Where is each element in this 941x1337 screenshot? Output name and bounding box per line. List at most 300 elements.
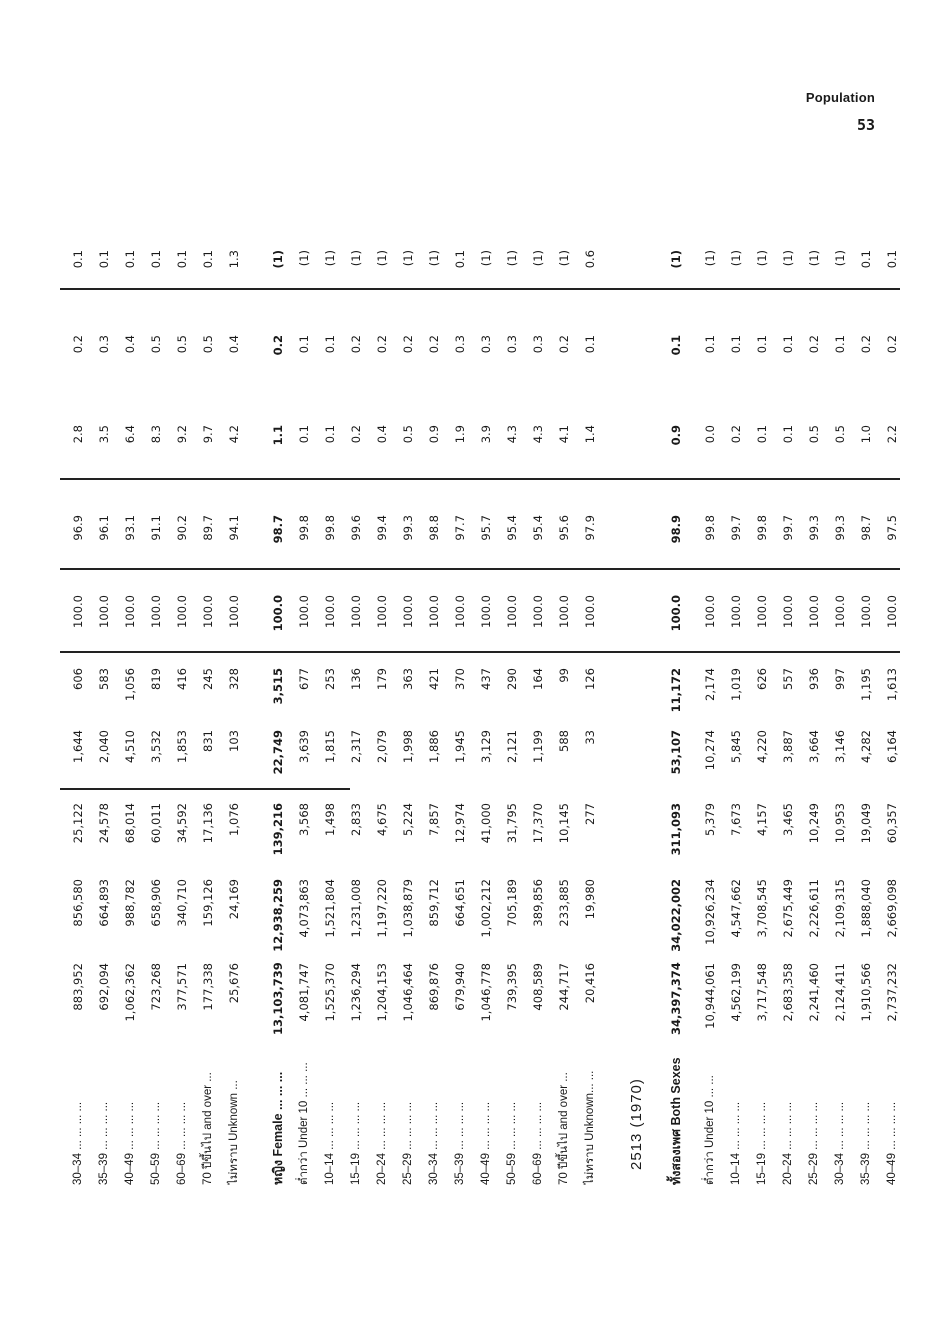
- cell-value: 2,675,449: [781, 879, 795, 938]
- table-row: [750, 155, 774, 1185]
- table-row: [854, 155, 878, 1185]
- cell-value: 0.2: [427, 335, 441, 354]
- cell-value: 340,710: [175, 879, 189, 927]
- cell-value: 126: [583, 668, 597, 690]
- row-label: 10–14 ... ... ... ...: [730, 1101, 742, 1185]
- cell-value: 34,022,002: [669, 879, 683, 952]
- cell-value: (1): [505, 250, 519, 267]
- cell-value: 0.1: [755, 335, 769, 354]
- cell-value: 0.1: [123, 250, 137, 269]
- cell-value: 96.9: [71, 515, 85, 541]
- cell-value: 0.1: [885, 250, 899, 269]
- cell-value: 3.5: [97, 425, 111, 444]
- cell-value: 664,893: [97, 879, 111, 927]
- cell-value: 245: [201, 668, 215, 690]
- table-row: [776, 155, 800, 1185]
- cell-value: 1,498: [323, 803, 337, 836]
- cell-value: 100.0: [453, 595, 467, 628]
- cell-value: 1.4: [583, 425, 597, 444]
- cell-value: 97.9: [583, 515, 597, 541]
- cell-value: 1.0: [859, 425, 873, 444]
- cell-value: 91.1: [149, 515, 163, 541]
- cell-value: 159,126: [201, 879, 215, 927]
- cell-value: 25,676: [227, 963, 241, 1004]
- cell-value: 0.1: [297, 425, 311, 444]
- row-label: 60–69 ... ... ... ...: [176, 1101, 188, 1185]
- cell-value: 606: [71, 668, 85, 690]
- cell-value: 1,521,804: [323, 879, 337, 938]
- cell-value: 99: [557, 668, 571, 683]
- cell-value: 98.7: [859, 515, 873, 541]
- cell-value: 3,568: [297, 803, 311, 836]
- cell-value: 100.0: [729, 595, 743, 628]
- cell-value: 1,613: [885, 668, 899, 701]
- cell-value: 90.2: [175, 515, 189, 541]
- cell-value: 4,073,863: [297, 879, 311, 938]
- table-row: [500, 155, 524, 1185]
- cell-value: 17,136: [201, 803, 215, 844]
- cell-value: 0.4: [123, 335, 137, 354]
- cell-value: 99.4: [375, 515, 389, 541]
- cell-value: (1): [833, 250, 847, 267]
- row-label: 60–69 ... ... ... ...: [532, 1101, 544, 1185]
- table-row: [144, 155, 168, 1185]
- cell-value: 1,046,464: [401, 963, 415, 1022]
- cell-value: 9.2: [175, 425, 189, 444]
- cell-value: 0.2: [271, 335, 285, 356]
- cell-value: 416: [175, 668, 189, 690]
- cell-value: 1,998: [401, 730, 415, 763]
- cell-value: (1): [427, 250, 441, 267]
- cell-value: 1,062,362: [123, 963, 137, 1022]
- cell-value: 100.0: [375, 595, 389, 628]
- row-label: 20–24 ... ... ... ...: [376, 1101, 388, 1185]
- table-row: [448, 155, 472, 1185]
- cell-value: 0.5: [175, 335, 189, 354]
- cell-value: 2,737,232: [885, 963, 899, 1022]
- cell-value: 3,146: [833, 730, 847, 763]
- cell-value: 100.0: [297, 595, 311, 628]
- cell-value: 100.0: [401, 595, 415, 628]
- cell-value: 1,038,879: [401, 879, 415, 938]
- cell-value: 3,664: [807, 730, 821, 763]
- cell-value: 100.0: [349, 595, 363, 628]
- cell-value: 100.0: [505, 595, 519, 628]
- row-label: 30–34 ... ... ... ...: [428, 1101, 440, 1185]
- cell-value: 5,379: [703, 803, 717, 836]
- cell-value: 0.1: [201, 250, 215, 269]
- cell-value: 1,525,370: [323, 963, 337, 1022]
- cell-value: 96.1: [97, 515, 111, 541]
- cell-value: 100.0: [97, 595, 111, 628]
- table-row: [66, 155, 90, 1185]
- cell-value: 244,717: [557, 963, 571, 1011]
- cell-value: 0.1: [755, 425, 769, 444]
- cell-value: 99.7: [729, 515, 743, 541]
- cell-value: 363: [401, 668, 415, 690]
- cell-value: 7,673: [729, 803, 743, 836]
- cell-value: 4,282: [859, 730, 873, 763]
- cell-value: 100.0: [885, 595, 899, 628]
- cell-value: 0.1: [669, 335, 683, 356]
- cell-value: 2.2: [885, 425, 899, 444]
- cell-value: 1,195: [859, 668, 873, 701]
- cell-value: 98.7: [271, 515, 285, 544]
- cell-value: 0.2: [349, 335, 363, 354]
- table-row: [196, 155, 220, 1185]
- cell-value: 25,122: [71, 803, 85, 844]
- cell-value: (1): [271, 250, 285, 269]
- cell-value: 100.0: [669, 595, 683, 632]
- row-label: ไม่ทราบ Unknown... ...: [584, 1070, 596, 1185]
- row-label: 30–34 ... ... ... ...: [72, 1101, 84, 1185]
- cell-value: 692,094: [97, 963, 111, 1011]
- cell-value: 6.4: [123, 425, 137, 444]
- cell-value: 1,199: [531, 730, 545, 763]
- cell-value: 253: [323, 668, 337, 690]
- cell-value: 89.7: [201, 515, 215, 541]
- cell-value: 7,857: [427, 803, 441, 836]
- cell-value: 10,249: [807, 803, 821, 844]
- cell-value: 936: [807, 668, 821, 690]
- row-label: ไม่ทราบ Unknown ...: [228, 1080, 240, 1185]
- cell-value: 0.1: [583, 335, 597, 354]
- cell-value: 2.8: [71, 425, 85, 444]
- cell-value: 408,589: [531, 963, 545, 1011]
- cell-value: 24,169: [227, 879, 241, 920]
- cell-value: 3,515: [271, 668, 285, 705]
- cell-value: 421: [427, 668, 441, 690]
- cell-value: 99.8: [297, 515, 311, 541]
- cell-value: 0.4: [227, 335, 241, 354]
- table-row: [422, 155, 446, 1185]
- cell-value: 2,669,098: [885, 879, 899, 938]
- cell-value: 10,926,234: [703, 879, 717, 945]
- table-row: [526, 155, 550, 1185]
- cell-value: 1,815: [323, 730, 337, 763]
- cell-value: 1.1: [271, 425, 285, 446]
- table-row: [170, 155, 194, 1185]
- cell-value: 3.9: [479, 425, 493, 444]
- cell-value: 100.0: [323, 595, 337, 628]
- cell-value: 1,910,566: [859, 963, 873, 1022]
- cell-value: 0.1: [833, 335, 847, 354]
- cell-value: (1): [669, 250, 683, 269]
- cell-value: 9.7: [201, 425, 215, 444]
- cell-value: 1,236,294: [349, 963, 363, 1022]
- cell-value: 99.8: [703, 515, 717, 541]
- cell-value: 377,571: [175, 963, 189, 1011]
- cell-value: 2,317: [349, 730, 363, 763]
- cell-value: (1): [807, 250, 821, 267]
- cell-value: 0.1: [781, 335, 795, 354]
- cell-value: 94.1: [227, 515, 241, 541]
- cell-value: 583: [97, 668, 111, 690]
- cell-value: 100.0: [531, 595, 545, 628]
- cell-value: 6,164: [885, 730, 899, 763]
- cell-value: 831: [201, 730, 215, 752]
- cell-value: 4,081,747: [297, 963, 311, 1022]
- row-label: 40–49 ... ... ... ...: [886, 1101, 898, 1185]
- cell-value: 0.2: [349, 425, 363, 444]
- cell-value: 664,651: [453, 879, 467, 927]
- table-row: [664, 155, 688, 1185]
- cell-value: 3,465: [781, 803, 795, 836]
- cell-value: 13,103,739: [271, 962, 285, 1035]
- table-row: [474, 155, 498, 1185]
- cell-value: 97.7: [453, 515, 467, 541]
- cell-value: 2,241,460: [807, 963, 821, 1022]
- row-label: ต่ำกว่า Under 10 ... ... ...: [298, 1062, 310, 1185]
- cell-value: 98.8: [427, 515, 441, 541]
- cell-value: 99.3: [807, 515, 821, 541]
- cell-value: 100.0: [427, 595, 441, 628]
- population-table: [60, 155, 900, 1185]
- year-heading: 2513 (1970): [628, 1078, 645, 1170]
- cell-value: 99.7: [781, 515, 795, 541]
- cell-value: 1,076: [227, 803, 241, 836]
- cell-value: 100.0: [71, 595, 85, 628]
- cell-value: 856,580: [71, 879, 85, 927]
- cell-value: 95.6: [557, 515, 571, 541]
- cell-value: 588: [557, 730, 571, 752]
- cell-value: 1,945: [453, 730, 467, 763]
- cell-value: (1): [349, 250, 363, 267]
- cell-value: 100.0: [123, 595, 137, 628]
- row-label: 70 ปีขึ้นไป and over ...: [558, 1072, 570, 1185]
- cell-value: 12,974: [453, 803, 467, 844]
- cell-value: 679,940: [453, 963, 467, 1011]
- cell-value: 0.9: [669, 425, 683, 446]
- cell-value: 2,833: [349, 803, 363, 836]
- cell-value: 2,683,358: [781, 963, 795, 1022]
- cell-value: 0.4: [375, 425, 389, 444]
- row-label: 15–19 ... ... ... ...: [756, 1101, 768, 1185]
- cell-value: 0.2: [71, 335, 85, 354]
- row-label: 40–49 ... ... ... ...: [124, 1101, 136, 1185]
- cell-value: 370: [453, 668, 467, 690]
- cell-value: (1): [781, 250, 795, 267]
- cell-value: 0.1: [323, 335, 337, 354]
- table-row: [880, 155, 904, 1185]
- cell-value: 0.1: [703, 335, 717, 354]
- cell-value: 98.9: [669, 515, 683, 544]
- cell-value: 60,357: [885, 803, 899, 844]
- table-row: [396, 155, 420, 1185]
- cell-value: 0.1: [71, 250, 85, 269]
- table-row: [370, 155, 394, 1185]
- cell-value: 0.3: [531, 335, 545, 354]
- cell-value: 2,226,611: [807, 879, 821, 938]
- cell-value: 139,216: [271, 803, 285, 856]
- cell-value: 1,204,153: [375, 963, 389, 1022]
- table-row: [802, 155, 826, 1185]
- cell-value: 2,040: [97, 730, 111, 763]
- cell-value: 100.0: [557, 595, 571, 628]
- cell-value: 20,416: [583, 963, 597, 1004]
- table-row: [344, 155, 368, 1185]
- cell-value: 437: [479, 668, 493, 690]
- cell-value: 68,014: [123, 803, 137, 844]
- row-label: 35–39 ... ... ... ...: [98, 1101, 110, 1185]
- table-row: [828, 155, 852, 1185]
- cell-value: 658,906: [149, 879, 163, 927]
- cell-value: 19,049: [859, 803, 873, 844]
- cell-value: 95.4: [505, 515, 519, 541]
- cell-value: 1,056: [123, 668, 137, 701]
- cell-value: 311,093: [669, 803, 683, 856]
- cell-value: 33: [583, 730, 597, 745]
- cell-value: 4,562,199: [729, 963, 743, 1022]
- cell-value: 4.2: [227, 425, 241, 444]
- table-row: [552, 155, 576, 1185]
- cell-value: 0.5: [807, 425, 821, 444]
- cell-value: 0.2: [557, 335, 571, 354]
- cell-value: 0.2: [401, 335, 415, 354]
- cell-value: 2,079: [375, 730, 389, 763]
- cell-value: 0.2: [729, 425, 743, 444]
- cell-value: 100.0: [807, 595, 821, 628]
- cell-value: 10,145: [557, 803, 571, 844]
- cell-value: 739,395: [505, 963, 519, 1011]
- cell-value: 883,952: [71, 963, 85, 1011]
- cell-value: 99.6: [349, 515, 363, 541]
- cell-value: 12,938,259: [271, 879, 285, 952]
- cell-value: 24,578: [97, 803, 111, 844]
- cell-value: 5,845: [729, 730, 743, 763]
- table-row: [698, 155, 722, 1185]
- cell-value: 1,888,040: [859, 879, 873, 938]
- cell-value: 4.3: [531, 425, 545, 444]
- cell-value: 819: [149, 668, 163, 690]
- cell-value: 93.1: [123, 515, 137, 541]
- row-label: 25–29 ... ... ... ...: [808, 1101, 820, 1185]
- row-label: ต่ำกว่า Under 10 ... ...: [704, 1075, 716, 1185]
- table-row: [266, 155, 290, 1185]
- cell-value: 0.1: [149, 250, 163, 269]
- cell-value: (1): [479, 250, 493, 267]
- table-row: [318, 155, 342, 1185]
- table-row: [724, 155, 748, 1185]
- cell-value: 103: [227, 730, 241, 752]
- cell-value: 1.9: [453, 425, 467, 444]
- cell-value: 3,532: [149, 730, 163, 763]
- cell-value: 99.8: [323, 515, 337, 541]
- cell-value: 677: [297, 668, 311, 690]
- table-row: [118, 155, 142, 1185]
- cell-value: 0.3: [453, 335, 467, 354]
- cell-value: 95.4: [531, 515, 545, 541]
- cell-value: 19,980: [583, 879, 597, 920]
- cell-value: (1): [531, 250, 545, 267]
- cell-value: 0.1: [175, 250, 189, 269]
- cell-value: 0.1: [453, 250, 467, 269]
- cell-value: 17,370: [531, 803, 545, 844]
- cell-value: 290: [505, 668, 519, 690]
- cell-value: 10,944,061: [703, 963, 717, 1029]
- cell-value: 233,885: [557, 879, 571, 927]
- cell-value: 100.0: [149, 595, 163, 628]
- cell-value: 0.3: [97, 335, 111, 354]
- cell-value: 4.3: [505, 425, 519, 444]
- table-row: [292, 155, 316, 1185]
- cell-value: 1,002,212: [479, 879, 493, 938]
- cell-value: 859,712: [427, 879, 441, 927]
- cell-value: 1,886: [427, 730, 441, 763]
- cell-value: 100.0: [227, 595, 241, 628]
- row-label: 25–29 ... ... ... ...: [402, 1101, 414, 1185]
- cell-value: 0.3: [479, 335, 493, 354]
- cell-value: 3,717,548: [755, 963, 769, 1022]
- cell-value: 10,953: [833, 803, 847, 844]
- cell-value: 0.5: [401, 425, 415, 444]
- cell-value: 0.2: [807, 335, 821, 354]
- cell-value: 2,121: [505, 730, 519, 763]
- row-label: 35–39 ... ... ... ...: [454, 1101, 466, 1185]
- cell-value: (1): [297, 250, 311, 267]
- cell-value: 626: [755, 668, 769, 690]
- cell-value: 10,274: [703, 730, 717, 771]
- row-label: 10–14 ... ... ... ...: [324, 1101, 336, 1185]
- cell-value: 1.3: [227, 250, 241, 269]
- cell-value: 100.0: [583, 595, 597, 628]
- cell-value: 5,224: [401, 803, 415, 836]
- cell-value: 53,107: [669, 730, 683, 775]
- cell-value: 4,220: [755, 730, 769, 763]
- cell-value: 0.1: [729, 335, 743, 354]
- cell-value: 34,592: [175, 803, 189, 844]
- cell-value: (1): [401, 250, 415, 267]
- cell-value: (1): [755, 250, 769, 267]
- cell-value: 0.1: [859, 250, 873, 269]
- row-label: 70 ปีขึ้นไป and over ...: [202, 1072, 214, 1185]
- table-row: [222, 155, 246, 1185]
- cell-value: 95.7: [479, 515, 493, 541]
- cell-value: 0.2: [375, 335, 389, 354]
- row-label: 50–59 ... ... ... ...: [506, 1101, 518, 1185]
- cell-value: (1): [557, 250, 571, 267]
- cell-value: 100.0: [833, 595, 847, 628]
- cell-value: 0.2: [859, 335, 873, 354]
- table-row: [92, 155, 116, 1185]
- cell-value: 0.2: [885, 335, 899, 354]
- cell-value: 0.0: [703, 425, 717, 444]
- row-label: 20–24 ... ... ... ...: [782, 1101, 794, 1185]
- cell-value: 11,172: [669, 668, 683, 713]
- cell-value: 100.0: [755, 595, 769, 628]
- cell-value: 99.8: [755, 515, 769, 541]
- cell-value: 99.3: [833, 515, 847, 541]
- cell-value: 0.1: [781, 425, 795, 444]
- cell-value: 1,046,778: [479, 963, 493, 1022]
- cell-value: 177,338: [201, 963, 215, 1011]
- row-label: หญิง Female ... ... ...: [271, 1071, 285, 1185]
- table-row: [578, 155, 602, 1185]
- cell-value: 22,749: [271, 730, 285, 775]
- cell-value: 988,782: [123, 879, 137, 927]
- cell-value: 31,795: [505, 803, 519, 844]
- cell-value: 2,109,315: [833, 879, 847, 938]
- cell-value: 0.5: [833, 425, 847, 444]
- cell-value: 1,019: [729, 668, 743, 701]
- row-label: ทั้งสองเพศ Both Sexes: [669, 1057, 683, 1185]
- cell-value: 8.3: [149, 425, 163, 444]
- cell-value: 60,011: [149, 803, 163, 844]
- cell-value: 4,547,662: [729, 879, 743, 938]
- cell-value: 179: [375, 668, 389, 690]
- cell-value: 2,174: [703, 668, 717, 701]
- cell-value: 41,000: [479, 803, 493, 844]
